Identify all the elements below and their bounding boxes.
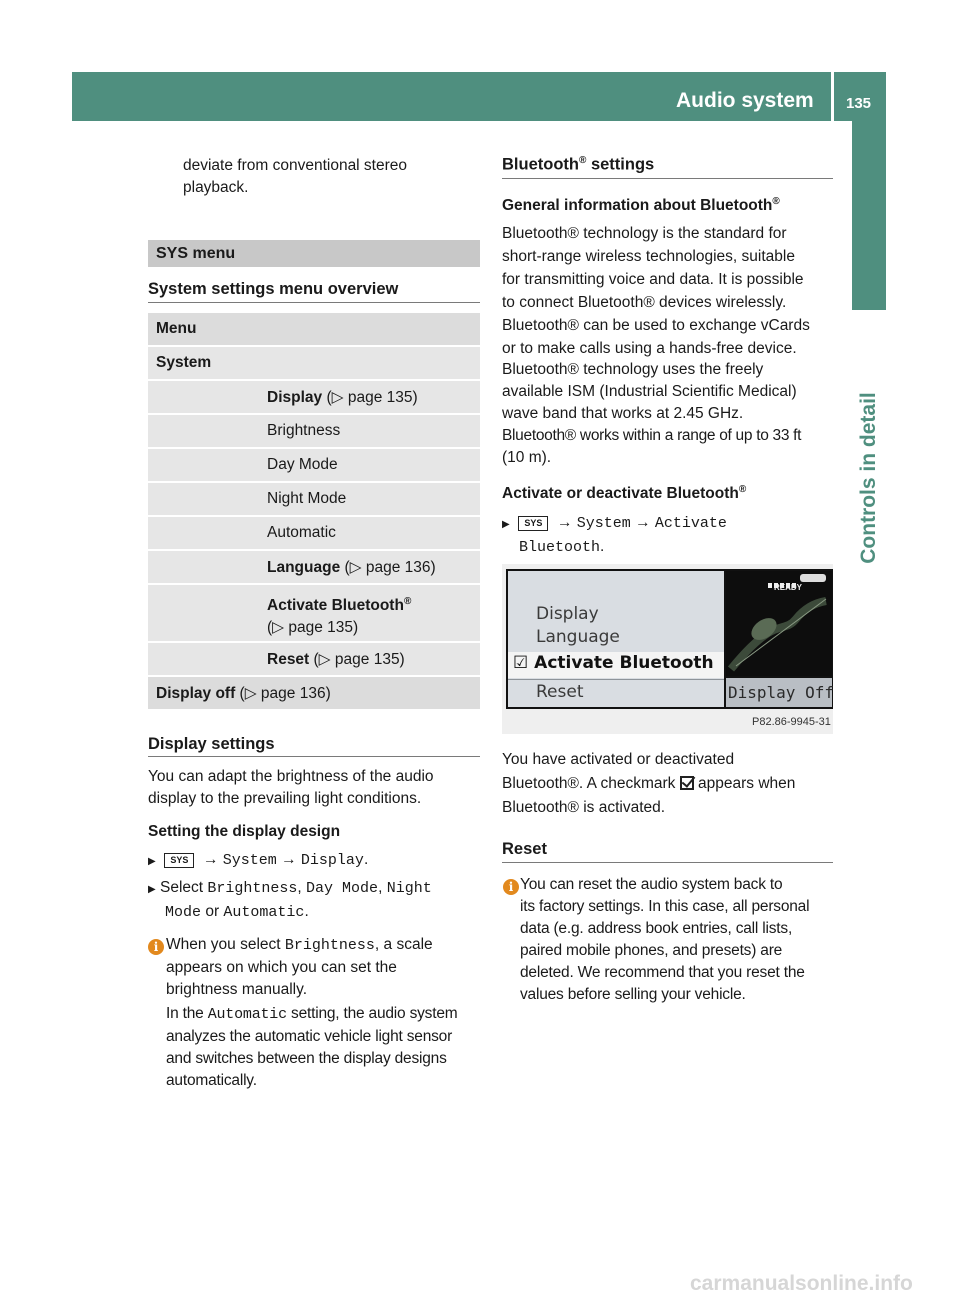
arrow-icon: → [202,851,219,868]
table-cell: (▷ page 136) [235,684,331,702]
info-text: and switches between the display designs [166,1050,447,1067]
table-cell: (▷ page 136) [340,558,436,576]
sys-key-icon: SYS [164,853,194,868]
intro-line: deviate from conventional stereo [183,157,408,174]
table-cell: Night Mode [267,490,347,507]
table-cell: System [156,354,212,371]
info-text: its factory settings. In this case, all personal [520,898,810,915]
punct: , [297,879,307,896]
table-cell: (▷ page 135) [267,619,359,637]
info-text: paired mobile phones, and presets) are [520,942,783,959]
screen-signal-icon [768,575,796,580]
overview-heading: System settings menu overview [148,280,399,298]
para-line: or to make calls using a hands-free device. [502,340,797,357]
table-footer [148,677,480,711]
menu-term: Night [386,880,432,897]
arrow-icon: → [556,514,573,531]
side-tab-label: Controls in detail [857,392,880,564]
table-cell: (▷ page 135) [322,388,418,406]
step-bullet-icon: ▶ [502,519,510,530]
info-text: , a scale [374,936,433,953]
para-line: You can adapt the brightness of the audio [148,768,434,785]
heading-text: Activate or deactivate Bluetooth [502,485,739,503]
menu-term: System [222,852,277,869]
table-cell: Automatic [267,524,336,541]
arrow-icon: → [281,851,297,868]
para-line: wave band that works at 2.45 GHz. [502,405,744,422]
table-cell: Activate Bluetooth [267,597,404,615]
screen-item-activate-bluetooth [513,653,714,673]
after-shot-para [502,748,836,820]
step-text: Select [160,879,208,896]
screen-item-language: Language [536,627,620,647]
table-cell: ® [403,596,412,607]
heading-text: General information about Bluetooth [502,197,773,215]
info-icon: i [503,878,519,896]
screen-status: READY [774,583,803,592]
info-text: deleted. We recommend that you reset the [520,964,805,981]
arrow-icon: → [635,514,651,531]
para-line: You have activated or deactivated [502,751,735,768]
heading-rule [502,862,833,863]
table-cell: (▷ page 135) [309,650,405,668]
reset-info-note [520,874,838,1006]
step-1 [148,849,368,873]
intro-line: playback. [183,179,249,196]
screen-item-reset: Reset [536,682,584,702]
table-cell: Day Mode [267,456,338,473]
menu-term: Automatic [223,904,305,921]
table-header-label: Menu [156,320,197,337]
table-cell: Reset [267,650,310,668]
menu-term: Day Mode [306,880,379,897]
info-text: automatically. [166,1072,257,1089]
info-note-2 [166,1003,484,1092]
table-cell: Brightness [267,422,341,439]
menu-term: Bluetooth [519,539,601,556]
display-settings-para [148,766,434,810]
heading-sup: ® [772,196,780,207]
punct: , [378,879,387,896]
screen-display-off-button: Display Off [728,683,834,702]
bluetooth-para-2 [502,359,836,469]
para-line: to connect Bluetooth® devices wirelessly. [502,294,787,311]
display-settings-heading: Display settings [148,735,275,753]
general-info-heading [502,196,780,215]
activate-heading [502,484,746,503]
menu-term: Automatic [207,1006,287,1023]
table-row [148,551,480,585]
para-text: appears when [693,775,796,792]
para-line: Bluetooth® is activated. [502,799,666,816]
step-2 [148,877,480,924]
screen-item-label: Activate Bluetooth [534,653,714,673]
setting-design-heading: Setting the display design [148,823,341,840]
table-row [148,415,480,449]
table-row [148,517,480,551]
info-text: You can reset the audio system back to [520,876,783,893]
heading-sup: ® [738,484,747,495]
info-text: data (e.g. address book entries, call lists, [520,920,793,937]
table-row [148,643,480,677]
bluetooth-settings-heading [502,155,654,175]
heading-sup: ® [578,155,587,166]
header-divider [831,72,834,121]
menu-term: Activate [654,515,727,532]
screen-divider [508,679,724,680]
para-line: Bluetooth® technology uses the freely [502,361,764,378]
heading-rule [148,302,480,303]
para-line: (10 m). [502,449,552,466]
heading-text: Bluetooth [502,155,579,174]
punct: . [304,903,309,920]
info-text: analyzes the automatic vehicle light sensor [166,1028,453,1045]
punct: . [600,538,605,555]
heading-text: settings [586,155,655,174]
para-line: Bluetooth® works within a range of up to 33 ft [502,427,802,444]
para-line: display to the prevailing light conditions. [148,790,422,807]
table-header [148,313,480,347]
menu-term: Brightness [207,880,298,897]
reset-heading: Reset [502,840,547,858]
info-text: When you select [166,936,285,953]
chapter-title: Audio system [676,89,814,112]
info-text: In the [166,1005,208,1022]
table-cell: Display off [156,684,236,702]
checkmark-icon [680,776,694,790]
info-text: values before selling your vehicle. [520,986,746,1003]
screen-checkbox-icon: ☑ [513,653,529,673]
sys-menu-title: SYS menu [156,245,236,262]
sys-menu-bar [148,240,480,267]
page-number: 135 [846,95,872,112]
side-tab-label-box [843,318,895,638]
activate-step [502,512,727,559]
screen-item-display: Display [536,604,599,624]
bluetooth-para-1 [502,222,836,360]
info-icon: i [148,938,164,956]
step-bullet-icon: ▶ [148,884,156,895]
menu-term: Mode [165,904,202,921]
table-row-system [148,347,480,381]
table-row [148,483,480,517]
screen-phone-icon [800,574,826,582]
intro-text [183,155,407,199]
table-row [148,585,480,643]
step-text: or [201,903,224,920]
info-text: appears on which you can set the [166,959,397,976]
menu-term: Display [300,852,364,869]
info-text: setting, the audio system [286,1005,458,1022]
footer-watermark: carmanualsonline.info [690,1272,913,1295]
punct: . [363,851,369,868]
menu-term: System [576,515,631,532]
screenshot-caption: P82.86-9945-31 [752,716,831,728]
para-text: Bluetooth®. A checkmark [502,775,680,792]
heading-rule [148,756,480,757]
para-line: Bluetooth® technology is the standard for [502,225,787,242]
heading-rule [502,178,833,179]
para-line: for transmitting voice and data. It is possible [502,271,804,288]
table-cell: Display [267,388,323,406]
side-tab-marker [852,121,886,310]
para-line: available ISM (Industrial Scientific Medical) [502,383,797,400]
info-text: brightness manually. [166,981,308,998]
table-cell: Language [267,558,341,576]
table-row [148,449,480,483]
table-row [148,381,480,415]
para-line: Bluetooth® can be used to exchange vCards [502,317,810,334]
para-line: short-range wireless technologies, suitable [502,248,795,265]
sys-key-icon: SYS [518,516,548,531]
step-bullet-icon: ▶ [148,856,156,867]
menu-term: Brightness [284,937,375,954]
info-note-1 [166,934,482,1001]
